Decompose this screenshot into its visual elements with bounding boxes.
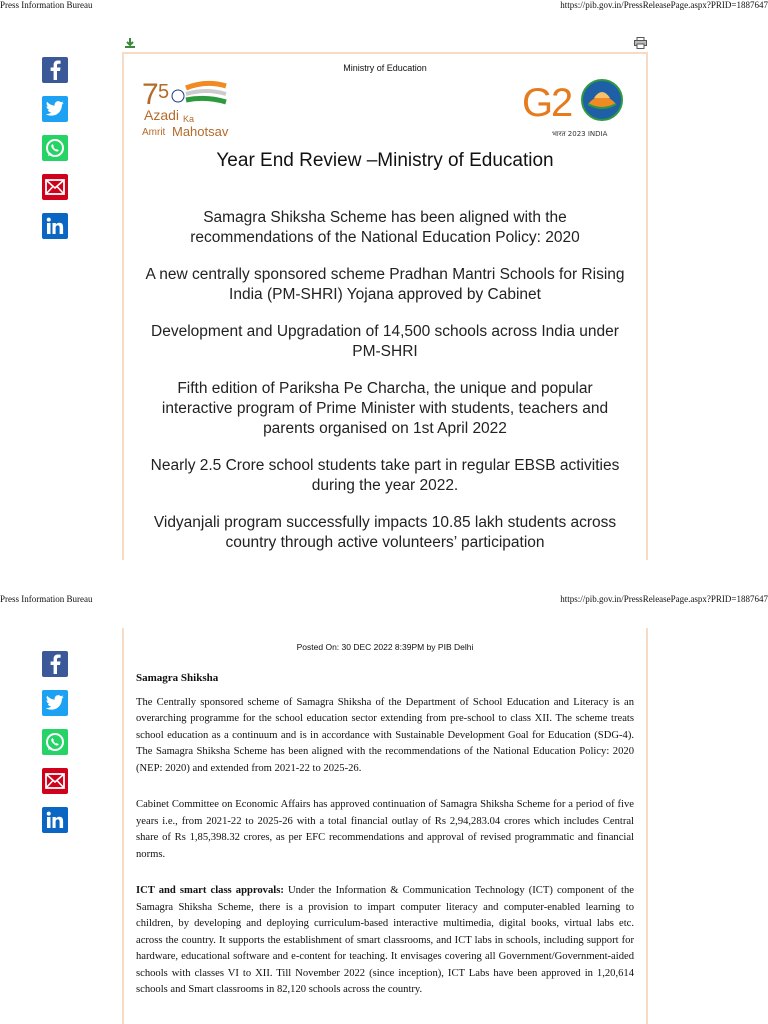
svg-text:Amrit: Amrit [142, 127, 166, 138]
svg-text:7: 7 [142, 78, 159, 111]
posted-on: Posted On: 30 DEC 2022 8:39PM by PIB Delhi [296, 642, 474, 652]
share-bar [42, 651, 70, 846]
svg-text:Azadi: Azadi [144, 107, 180, 123]
headline-item: Vidyanjali program successfully impacts 10.85 lakh students across country through active volunteers’ participation [153, 514, 617, 551]
headline-item: Samagra Shiksha Scheme has been aligned with the recommendations of the National Education Policy: 2020 [190, 209, 580, 246]
twitter-icon[interactable] [42, 690, 68, 716]
email-icon[interactable] [42, 768, 68, 794]
facebook-icon[interactable] [42, 57, 68, 83]
linkedin-icon[interactable] [42, 213, 68, 239]
headline-item: Development and Upgradation of 14,500 schools across India under PM-SHRI [151, 323, 619, 360]
svg-text:2: 2 [551, 81, 574, 125]
linkedin-icon[interactable] [42, 807, 68, 833]
paragraph-text: Under the Information & Communication Technology (ICT) component of the Samagra Shiksha Scheme, there is a provision to impart computer literacy and computer-enabled learning to children, by developing and deploying curriculum-based interactive multimedia, digital books, virtual labs etc. across the country. It supports the establishment of smart classrooms, and ICT labs in schools, including support for hardware, educational software and e-content for teaching. It envisages covering all Government/Government-aided schools with classes VI to XII. Till November 2022 (since inception), ICT Labs have been approved in 1,20,614 schools and Smart classrooms in 82,120 schools across the country. [136, 885, 634, 995]
page-title: Year End Review –Ministry of Education [216, 150, 554, 171]
svg-text:Mahotsav: Mahotsav [172, 124, 229, 138]
press-release-body-card [122, 628, 648, 1024]
page-header-url[interactable]: https://pib.gov.in/PressReleasePage.aspx?PRID=1887647 [560, 594, 768, 604]
page-header-left: Press Information Bureau [0, 0, 93, 10]
azadi-ka-amrit-mahotsav-logo [142, 74, 252, 138]
svg-text:भारत 2023 INDIA: भारत 2023 INDIA [552, 130, 608, 138]
headline-item: Nearly 2.5 Crore school students take part in regular EBSB activities during the year 2022. [150, 457, 620, 494]
share-bar [42, 57, 70, 252]
whatsapp-icon[interactable] [42, 729, 68, 755]
paragraph [136, 883, 634, 999]
pdf-page-2 [0, 578, 768, 1024]
page-header-left: Press Information Bureau [0, 594, 93, 604]
section-heading: Samagra Shiksha [136, 672, 219, 684]
email-icon[interactable] [42, 174, 68, 200]
whatsapp-icon[interactable] [42, 135, 68, 161]
press-release-card [122, 52, 648, 562]
svg-text:Ka: Ka [183, 114, 195, 124]
headline-item: A new centrally sponsored scheme Pradhan Mantri Schools for Rising India (PM-SHRI) Yojana approved by Cabinet [145, 266, 625, 303]
paragraph: Cabinet Committee on Economic Affairs has approved continuation of Samagra Shiksha Scheme for a period of five years i.e., from 2021-22 to 2025-26 with a total financial outlay of Rs 2,94,283.04 crores which includes Central share of Rs 1,85,398.32 crores, as per EFC recommendations and approval of revised programmatic and financial norms. [136, 799, 634, 860]
svg-text:5: 5 [158, 81, 170, 103]
g20-india-logo [522, 68, 632, 140]
headline-item: Fifth edition of Pariksha Pe Charcha, the unique and popular interactive program of Prime Minister with students, teachers and parents organised on 1st April 2022 [161, 380, 609, 437]
headline-list [140, 208, 630, 570]
page-header-url[interactable]: https://pib.gov.in/PressReleasePage.aspx?PRID=1887647 [560, 0, 768, 10]
page-gap [0, 560, 768, 578]
release-body [136, 670, 634, 1019]
ministry-name: Ministry of Education [343, 63, 427, 73]
paragraph: The Centrally sponsored scheme of Samagra Shiksha of the Department of School Education and Literacy is an overarching programme for the school education sector extending from pre-school to class XII. The scheme treats school education as a continuum and is in accordance with Sustainable Development Goal for Education (SDG-4). The Samagra Shiksha Scheme has been aligned with the recommendations of the National Education Policy: 2020 (NEP: 2020) and extended from 2021-22 to 2025-26. [136, 696, 634, 774]
twitter-icon[interactable] [42, 96, 68, 122]
paragraph-lead: ICT and smart class approvals: [136, 885, 284, 896]
facebook-icon[interactable] [42, 651, 68, 677]
svg-text:G: G [522, 81, 554, 125]
